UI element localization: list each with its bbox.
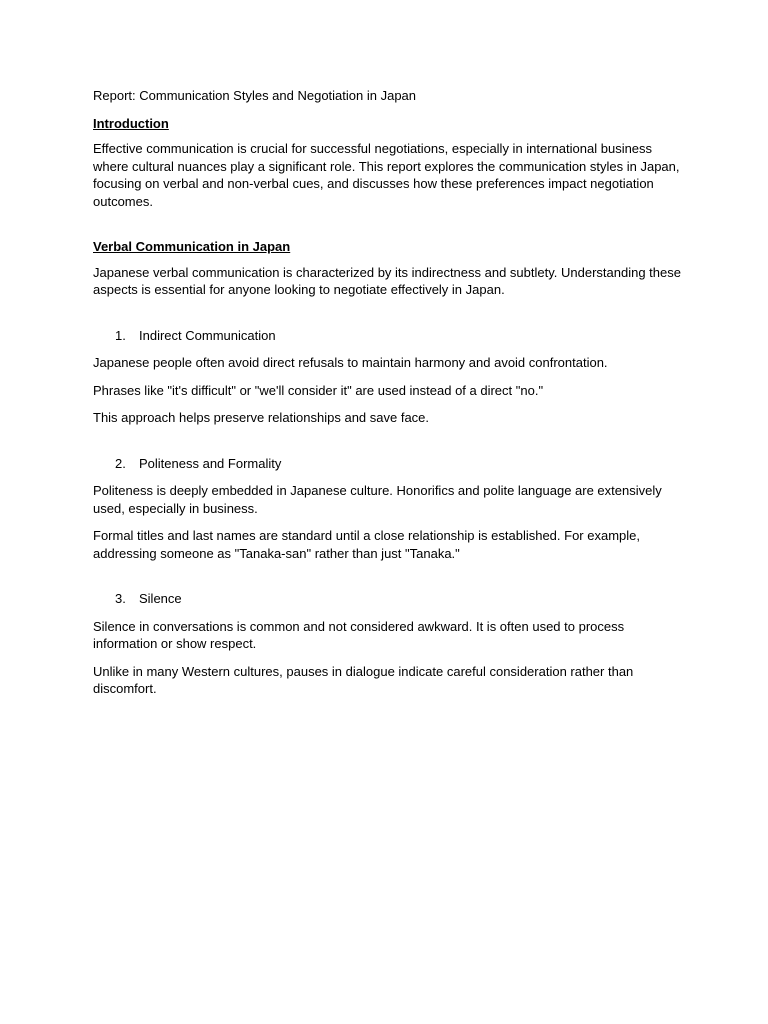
paragraph-verbal-communication: Japanese verbal communication is characterized by its indirectness and subtlety. Understanding these aspects is essential for anyone looking to negotiate effectively in Japan. xyxy=(93,264,681,297)
paragraph-indirect-2: Phrases like "it's difficult" or "we'll consider it" are used instead of a direct "no." xyxy=(93,382,544,398)
paragraph-introduction: Effective communication is crucial for successful negotiations, especially in international business where cultural nuances play a significant role. This report explores the communication styles in Japan, focusing on verbal and non-verbal cues, and discusses how these preferences impact negotiation outcomes. xyxy=(93,141,680,209)
section-spacer xyxy=(93,220,683,238)
list-item-number: 1. xyxy=(115,327,126,343)
paragraph-politeness-1: Politeness is deeply embedded in Japanese culture. Honorifics and polite language are extensively used, especially in business. xyxy=(93,483,662,516)
paragraph-silence-2: Unlike in many Western cultures, pauses in dialogue indicate careful consideration rather than discomfort. xyxy=(93,663,634,696)
paragraph-indirect-3: This approach helps preserve relationships and save face. xyxy=(93,410,430,425)
section-spacer xyxy=(93,437,683,455)
paragraph-politeness-2: Formal titles and last names are standard until a close relationship is established. For example, addressing someone as "Tanaka-san" rather than just "Tanaka." xyxy=(93,528,640,561)
list-item-silence xyxy=(93,590,683,608)
list-item-indirect-communication xyxy=(93,327,683,345)
section-heading-introduction: Introduction xyxy=(93,115,169,131)
list-item-number: 2. xyxy=(115,455,126,471)
list-item-label: Politeness and Formality xyxy=(139,455,282,471)
section-spacer xyxy=(93,309,683,327)
list-item-politeness-formality xyxy=(93,455,683,473)
section-heading-verbal-communication: Verbal Communication in Japan xyxy=(93,239,291,254)
list-item-label: Silence xyxy=(139,591,182,606)
document-title: Report: Communication Styles and Negotiation in Japan xyxy=(93,88,417,103)
list-item-number: 3. xyxy=(115,591,126,606)
section-spacer xyxy=(93,572,683,590)
list-item-label: Indirect Communication xyxy=(139,327,276,343)
paragraph-indirect-1: Japanese people often avoid direct refusals to maintain harmony and avoid confrontation. xyxy=(93,355,608,370)
paragraph-silence-1: Silence in conversations is common and not considered awkward. It is often used to process information or show respect. xyxy=(93,618,625,651)
document-content xyxy=(93,87,683,708)
